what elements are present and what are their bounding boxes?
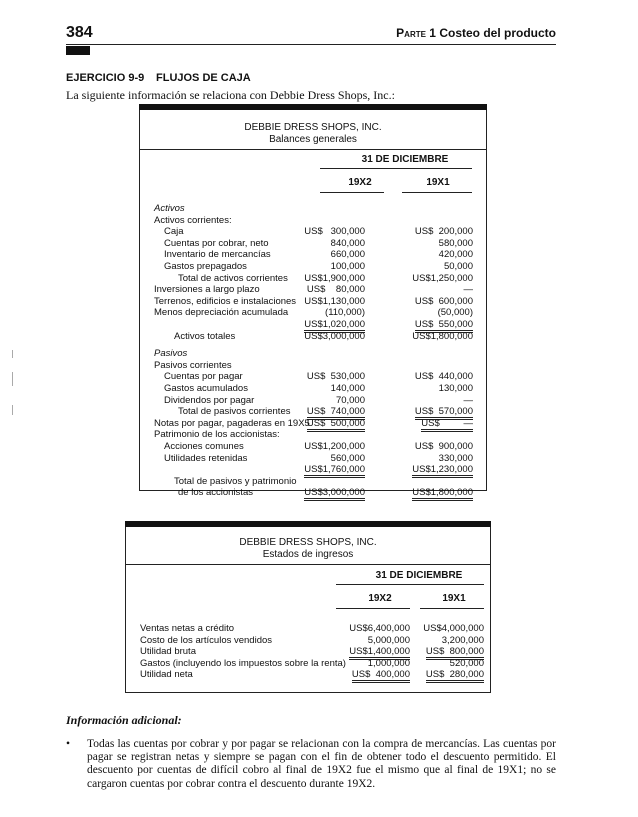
table-row [126, 646, 490, 657]
value-19x1: US$1,800,000 [412, 487, 473, 501]
table-row [126, 658, 490, 669]
value-19x1: — [463, 394, 473, 406]
row-label: Pasivos corrientes [154, 359, 232, 371]
row-label: Activos corrientes: [154, 214, 232, 226]
balance-sheet-table [139, 109, 487, 499]
income-statement-table [125, 526, 491, 693]
income-col-19x1: 19X1 [442, 593, 466, 604]
table-row [140, 215, 486, 226]
row-label: Pasivos [154, 348, 188, 360]
bullet-dot: • [66, 738, 71, 750]
value-19x1: US$ 600,000 [414, 295, 473, 307]
margin-mark [12, 350, 13, 358]
exercise-heading [66, 72, 251, 84]
row-label: Terrenos, edificios e instalaciones [154, 295, 297, 307]
exercise-intro: La siguiente información se relaciona con Debbie Dress Shops, Inc.: [66, 88, 395, 102]
value-19x2: US$ 80,000 [306, 284, 365, 296]
value-19x2: US$3,000,000 [304, 330, 365, 342]
table-row [140, 331, 486, 342]
row-label: Patrimonio de los accionistas: [154, 429, 280, 441]
running-header [396, 26, 556, 40]
table-rule [126, 564, 490, 565]
value-19x1: 580,000 [438, 237, 473, 249]
value-19x1: US$ 440,000 [414, 371, 473, 383]
value-19x1: 130,000 [438, 383, 473, 394]
balance-col-19x1: 19X1 [426, 177, 450, 188]
balance-subtitle: Balances generales [269, 134, 357, 145]
row-label: Costo de los artículos vendidos [140, 634, 273, 646]
value-19x1: US$1,800,000 [412, 330, 473, 342]
page-number: 384 [66, 24, 93, 41]
value-19x1: 330,000 [438, 452, 473, 464]
row-label: Gastos acumulados [164, 383, 248, 394]
header-rule [66, 44, 556, 45]
table-top-bar [125, 521, 491, 527]
table-row [140, 203, 486, 214]
row-label: Inversiones a largo plazo [154, 284, 260, 296]
row-label: Ventas netas a crédito [140, 623, 235, 634]
value-19x2: US$3,000,000 [304, 487, 365, 501]
value-19x1: 3,200,000 [441, 634, 484, 646]
value-19x1: US$1,250,000 [412, 272, 473, 284]
value-19x2: 70,000 [335, 394, 365, 406]
table-row [140, 249, 486, 260]
col-rule [402, 192, 472, 193]
exercise-number: EJERCICIO 9-9 [66, 72, 145, 84]
table-row [140, 307, 486, 318]
additional-info-item [66, 738, 556, 791]
row-label: Total de activos corrientes [178, 272, 288, 284]
part-word: Parte [396, 26, 426, 40]
value-19x1: US$ 280,000 [426, 669, 484, 683]
row-label: Acciones comunes [164, 441, 244, 452]
value-19x2: US$1,020,000 [304, 319, 365, 333]
value-19x2: US$ 400,000 [352, 669, 410, 683]
table-row [140, 371, 486, 382]
value-19x2: US$1,400,000 [349, 646, 410, 660]
income-col-19x2: 19X2 [368, 593, 392, 604]
row-label: Cuentas por cobrar, neto [164, 237, 269, 249]
table-row [140, 418, 486, 429]
value-19x1: 420,000 [438, 249, 473, 261]
balance-col-19x2: 19X2 [348, 177, 372, 188]
value-19x2: US$1,760,000 [304, 464, 365, 478]
table-row [140, 406, 486, 417]
row-label: Total de pasivos y patrimonio [174, 475, 297, 487]
row-label: Menos depreciación acumulada [154, 307, 289, 319]
margin-mark [12, 372, 13, 386]
table-row [140, 441, 486, 452]
table-row [126, 635, 490, 646]
table-row [140, 464, 486, 475]
value-19x2: US$1,900,000 [304, 272, 365, 284]
table-row [140, 226, 486, 237]
value-19x2: 840,000 [330, 237, 365, 249]
value-19x1: 50,000 [443, 261, 473, 272]
value-19x1: US$ — [421, 418, 473, 432]
table-row [140, 284, 486, 295]
value-19x2: US$ 300,000 [304, 226, 365, 238]
income-period-header: 31 DE DICIEMBRE [375, 570, 463, 581]
table-row [140, 238, 486, 249]
value-19x2: US$6,400,000 [349, 623, 410, 634]
table-row [126, 623, 490, 634]
value-19x2: 100,000 [330, 261, 365, 272]
value-19x2: 560,000 [330, 452, 365, 464]
value-19x1: — [463, 284, 473, 296]
additional-info-text: Todas las cuentas por cobrar y por pagar se relacionan con la compra de mercancías. Las cuentas por pagar se registran netas y siempre se pagan con el fin de obtener todo el descuento permitido. El descuento por cuentas de difícil cobro al final de 19X2 fue el mismo que al final de 19X1; no se cargaron cuentas por cobrar contra el descuento durante 19X2. [87, 738, 556, 790]
table-row [140, 383, 486, 394]
table-row [140, 429, 486, 440]
table-row [140, 348, 486, 359]
value-19x1: US$1,230,000 [412, 464, 473, 478]
value-19x1: 520,000 [449, 657, 484, 669]
table-row [140, 476, 486, 487]
table-row [140, 296, 486, 307]
table-row [140, 273, 486, 284]
value-19x2: 5,000,000 [367, 634, 410, 646]
exercise-title: FLUJOS DE CAJA [156, 72, 251, 84]
additional-info-heading: Información adicional: [66, 713, 182, 727]
row-label: Utilidades retenidas [164, 452, 248, 464]
row-label: Cuentas por pagar [164, 371, 243, 383]
row-label: Gastos prepagados [164, 261, 247, 272]
income-company: DEBBIE DRESS SHOPS, INC. [239, 537, 377, 548]
value-19x1: US$ 200,000 [414, 226, 473, 238]
row-label: Total de pasivos corrientes [178, 406, 291, 418]
row-label: Caja [164, 226, 184, 238]
row-label: Inventario de mercancías [164, 249, 271, 261]
value-19x2: US$ 740,000 [307, 406, 365, 420]
period-rule [320, 168, 472, 169]
value-19x2: US$ 500,000 [307, 418, 365, 432]
row-label: Notas por pagar, pagaderas en 19X5 [154, 417, 310, 429]
table-row [140, 360, 486, 371]
table-row [140, 453, 486, 464]
value-19x2: US$1,200,000 [304, 441, 365, 452]
col-rule [320, 192, 384, 193]
table-row [140, 319, 486, 330]
table-rule [140, 149, 486, 150]
col-rule [420, 608, 484, 609]
balance-company: DEBBIE DRESS SHOPS, INC. [244, 122, 382, 133]
period-rule [336, 584, 484, 585]
value-19x1: US$ 550,000 [415, 319, 473, 333]
table-row [140, 487, 486, 498]
value-19x2: US$1,130,000 [304, 295, 365, 307]
value-19x2: 1,000,000 [367, 657, 410, 669]
table-top-bar [139, 104, 487, 110]
row-label: Activos [154, 203, 185, 214]
table-row [126, 669, 490, 680]
part-number: 1 [429, 26, 436, 40]
value-19x1: US$4,000,000 [423, 623, 484, 634]
row-label: de los accionistas [178, 487, 253, 499]
row-label: Activos totales [174, 330, 236, 342]
table-row [140, 395, 486, 406]
value-19x2: US$ 530,000 [306, 371, 365, 383]
row-label: Dividendos por pagar [164, 394, 255, 406]
value-19x2: (110,000) [325, 307, 365, 319]
value-19x1: US$ 900,000 [414, 441, 473, 452]
balance-period-header: 31 DE DICIEMBRE [361, 154, 449, 165]
value-19x2: 660,000 [330, 249, 365, 261]
value-19x1: US$ 570,000 [415, 406, 473, 420]
col-rule [336, 608, 410, 609]
value-19x1: US$ 800,000 [426, 646, 484, 660]
value-19x2: 140,000 [330, 383, 365, 394]
table-row [140, 261, 486, 272]
header-marker [66, 46, 90, 55]
row-label: Gastos (incluyendo los impuestos sobre la renta) [140, 657, 346, 669]
row-label: Utilidad bruta [140, 646, 196, 658]
income-subtitle: Estados de ingresos [262, 549, 354, 560]
margin-mark [12, 405, 13, 415]
row-label: Utilidad neta [140, 669, 193, 681]
value-19x1: (50,000) [437, 307, 473, 319]
part-title: Costeo del producto [439, 26, 556, 40]
